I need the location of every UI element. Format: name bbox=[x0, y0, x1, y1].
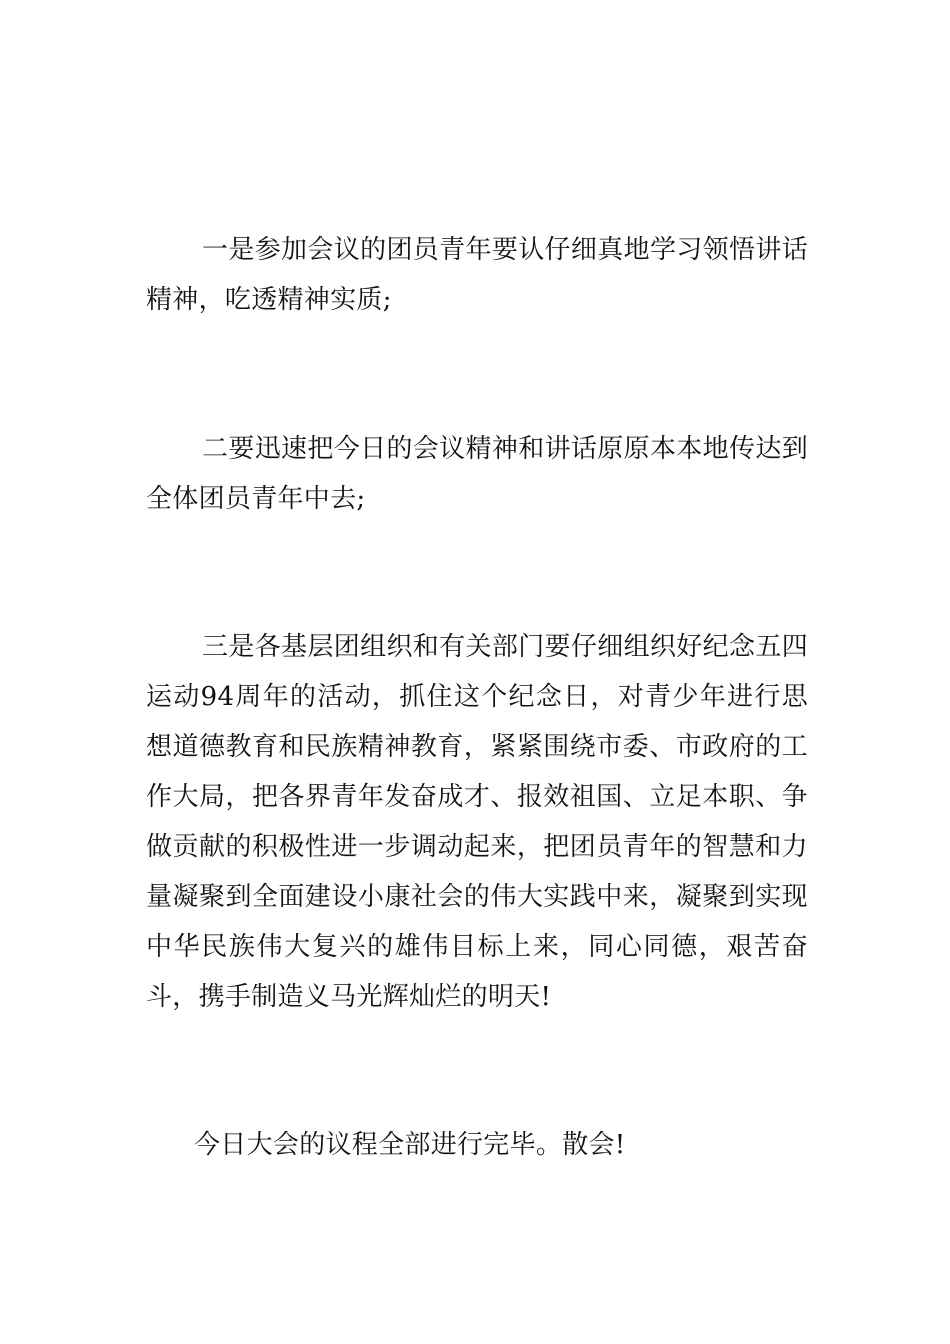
paragraph-3: 三是各基层团组织和有关部门要仔细组织好纪念五四运动94周年的活动，抓住这个纪念日，对青少年进行思想道德教育和民族精神教育，紧紧围绕市委、市政府的工作大局，把各界青年发奋成才、报效祖国、立足本职、争做贡献的积极性进一步调动起来，把团员青年的智慧和力量凝聚到全面建设小康社会的伟大实践中来，凝聚到实现中华民族伟大复兴的雄伟目标上来，同心同德，艰苦奋斗，携手制造义马光辉灿烂的明天! bbox=[146, 632, 808, 1012]
paragraph-4: 今日大会的议程全部进行完毕。散会! bbox=[194, 1130, 626, 1160]
paragraph-2: 二要迅速把今日的会议精神和讲话原原本本地传达到全体团员青年中去; bbox=[146, 434, 808, 514]
paragraph-1: 一是参加会议的团员青年要认仔细真地学习领悟讲话精神，吃透精神实质; bbox=[146, 235, 808, 315]
